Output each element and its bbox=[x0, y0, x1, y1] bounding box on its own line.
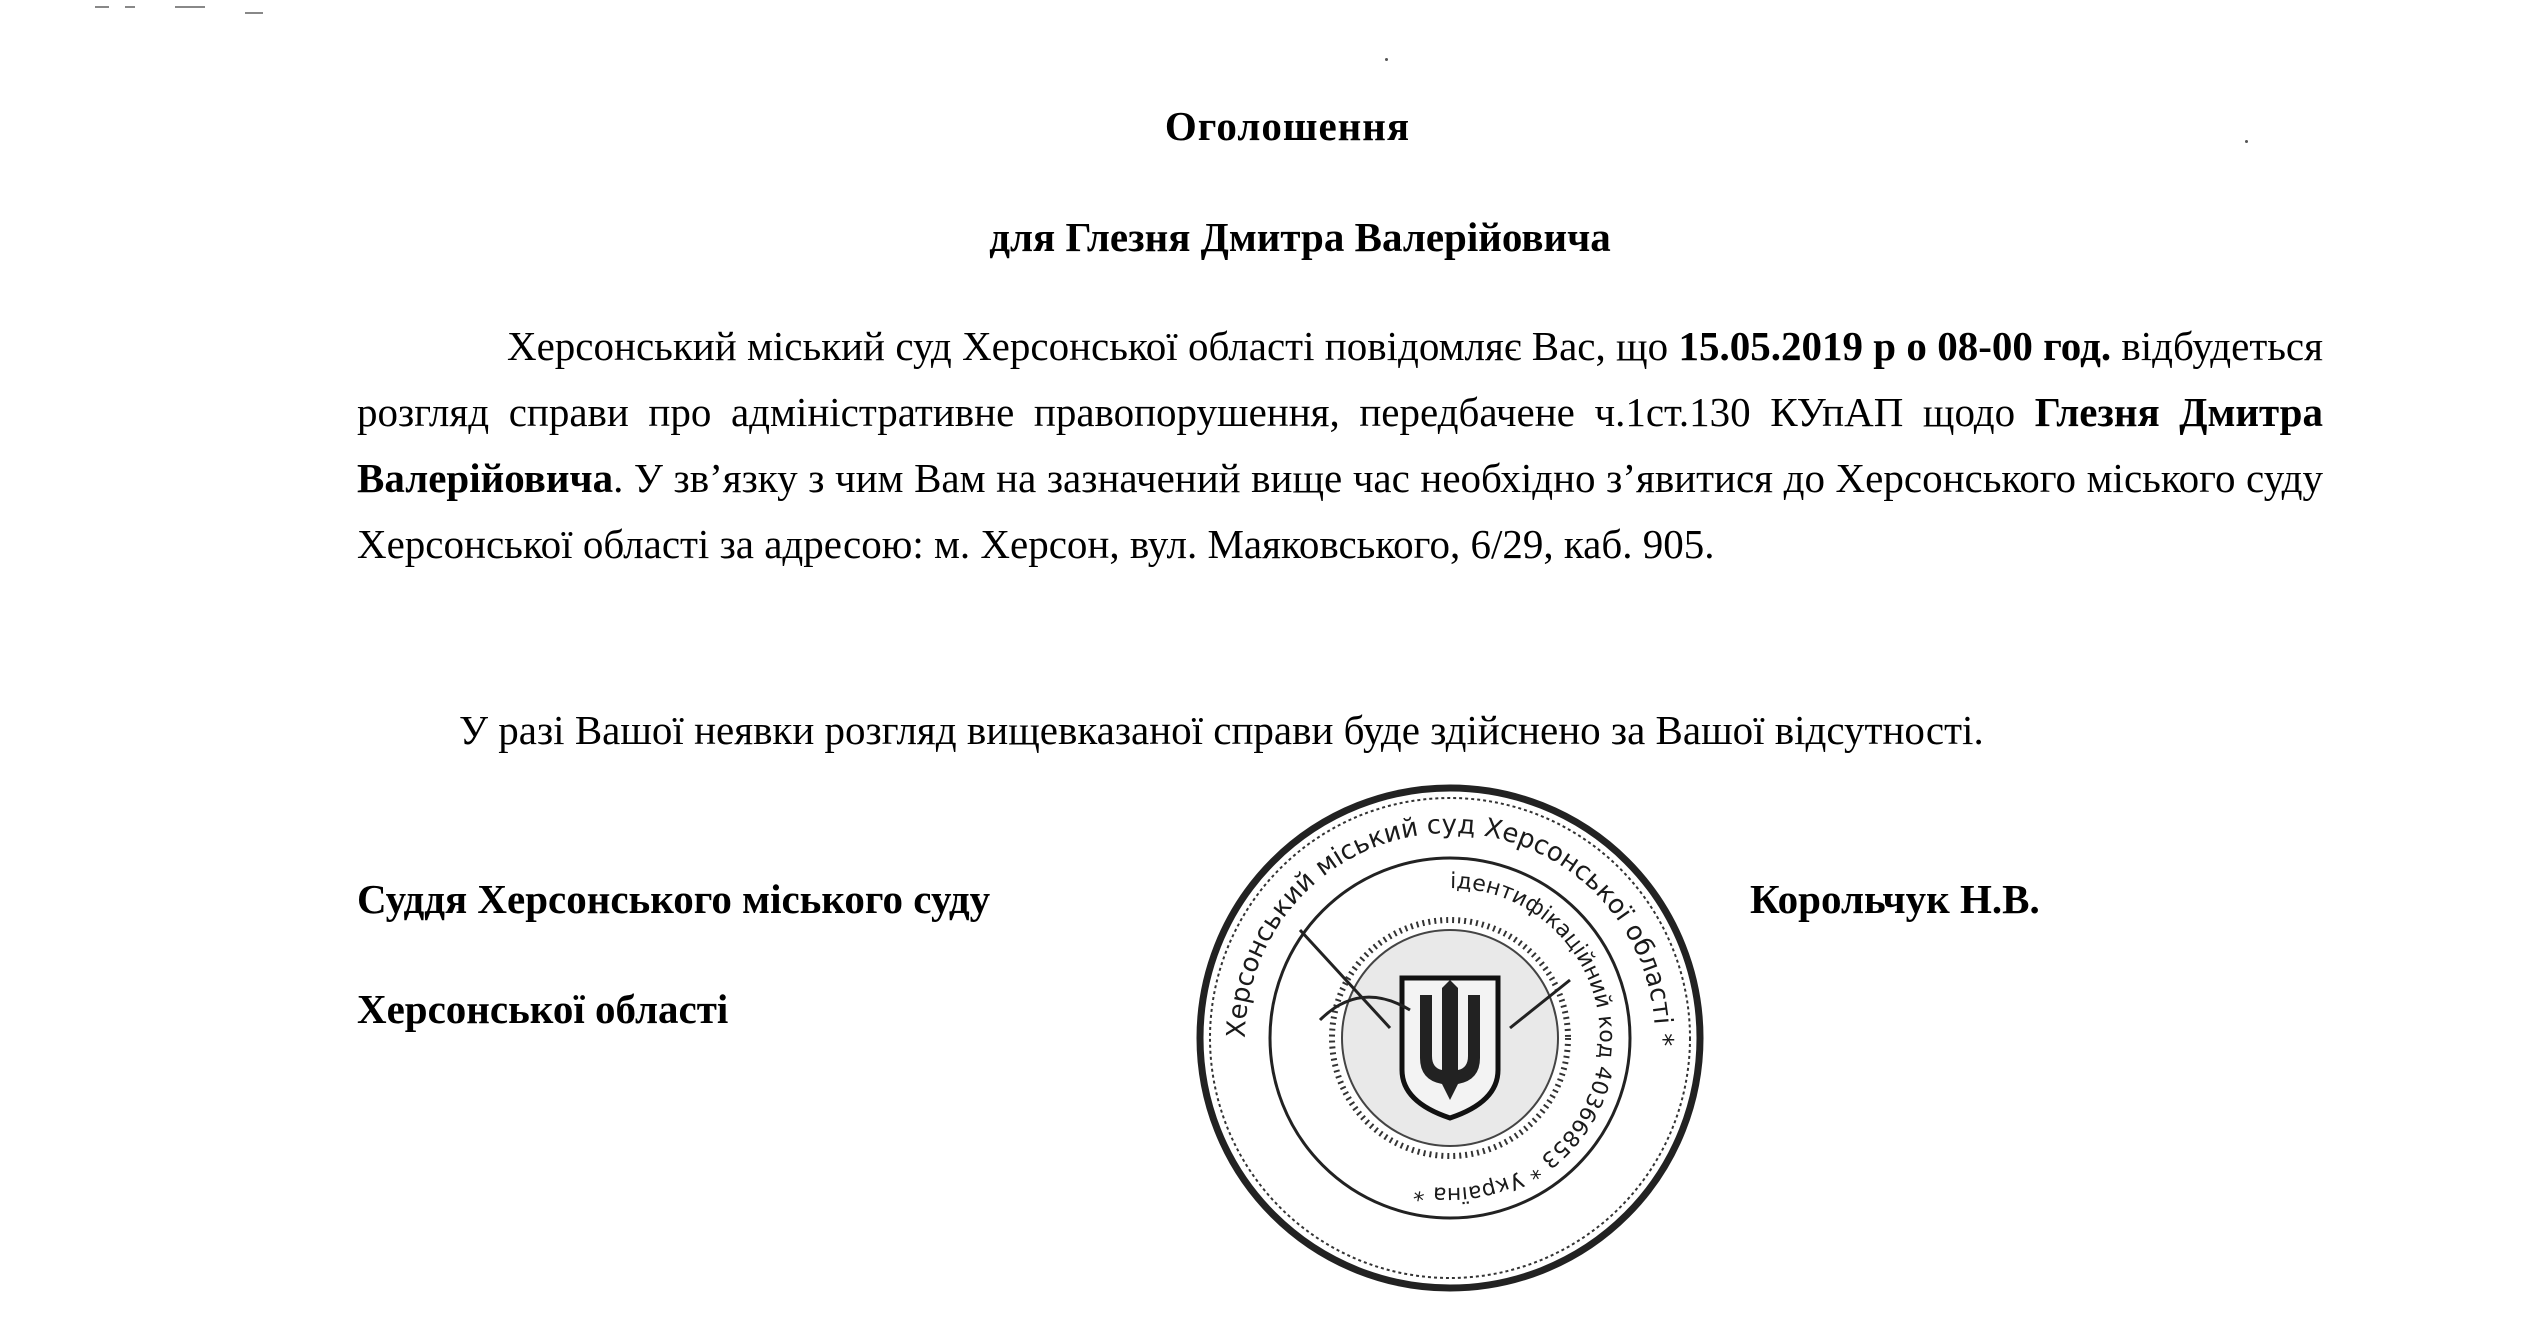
scan-speck bbox=[1385, 58, 1388, 61]
stamp-outer-text: Херсонський міський суд Херсонської області * bbox=[1221, 809, 1679, 1047]
absence-warning-paragraph: У разі Вашої неявки розгляд вищевказаної справи буде здійснено за Вашої відсутності. bbox=[459, 707, 1984, 753]
recipient-name: Глезня Дмитра Валерійовича bbox=[357, 389, 2323, 501]
notice-paragraph bbox=[357, 313, 2323, 577]
judge-position-line2: Херсонської області bbox=[357, 986, 729, 1032]
notice-text-end: . У зв’язку з чим Вам на зазначений вище час необхідно з’явитися до Херсонського міського суду Херсонської області за адресою: м. Херсон, вул. Маяковського, 6/29, каб. 905. bbox=[357, 455, 2323, 567]
stamp-inner-text: ідентифікаційний код 40366853 * Україна * bbox=[1411, 868, 1620, 1208]
document-subtitle: для Глезня Дмитра Валерійовича bbox=[989, 214, 1611, 260]
document-title: Оголошення bbox=[1164, 103, 1411, 149]
notice-text-middle: відбудеться розгляд справи про адміністративне правопорушення, передбачене ч.1ст.130 КУпАП щодо bbox=[357, 323, 2323, 435]
judge-position-line1: Суддя Херсонського міського суду bbox=[357, 876, 991, 922]
notice-text-start: Херсонський міський суд Херсонської області повідомляє Вас, що bbox=[507, 323, 1679, 369]
court-seal-stamp bbox=[1190, 778, 1710, 1298]
hearing-datetime: 15.05.2019 р о 08-00 год. bbox=[1678, 323, 2112, 369]
judge-name: Корольчук Н.В. bbox=[1750, 876, 2040, 922]
